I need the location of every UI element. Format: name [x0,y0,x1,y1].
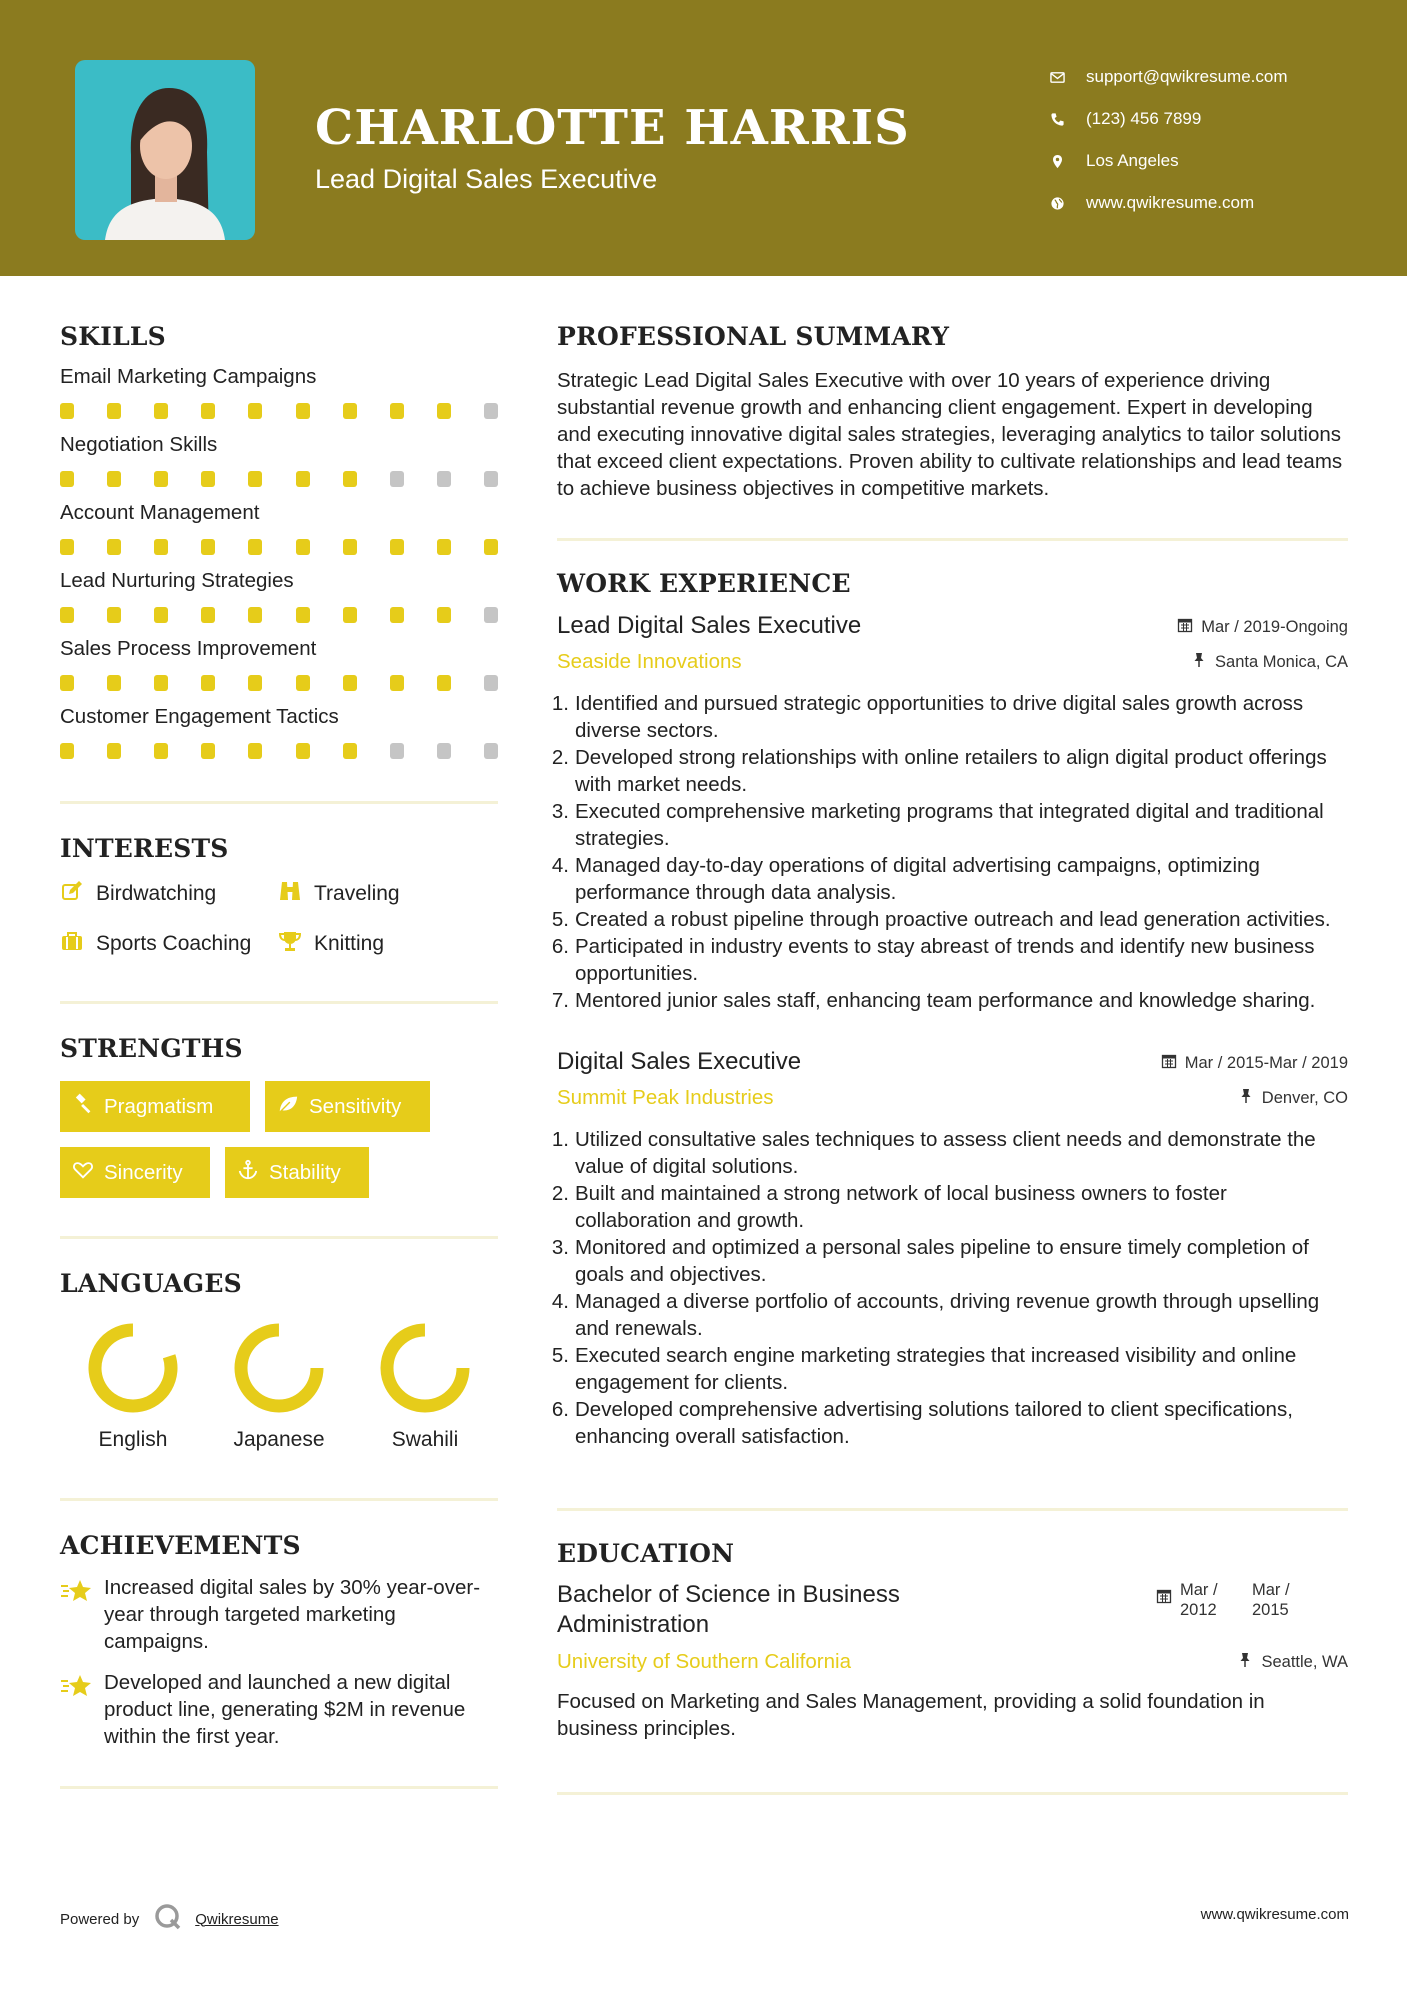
job-header [557,612,1348,640]
rating-dot-filled [107,675,121,691]
contact-email-text: support@qwikresume.com [1086,67,1288,86]
skill-item [60,433,498,487]
education-sub [557,1650,1348,1674]
bullet-text: Developed comprehensive advertising solutions tailored to client specifications, enhancing overall satisfaction. [575,1398,1293,1448]
language-name: Swahili [391,1428,459,1451]
map-pin-icon [1050,154,1086,169]
job-bullets [551,690,1348,1014]
strength-chip [265,1081,430,1132]
anchor-icon [237,1159,269,1187]
education-header [557,1580,1348,1640]
language-level-arc [241,1330,317,1406]
skill-item [60,569,498,623]
strengths-section [60,1004,498,1198]
pushpin-icon [1238,1088,1262,1109]
rating-dot-filled [296,403,310,419]
section-divider [557,1792,1348,1795]
rating-dot-filled [437,403,451,419]
shooting-star-icon [60,1669,104,1750]
language-level-arc [387,1330,463,1406]
contact-email[interactable] [1050,56,1380,98]
job-location [1191,652,1348,673]
job-header [557,1048,1348,1076]
job-bullet [551,1180,1348,1234]
rating-dot-filled [248,403,262,419]
skill-rating [60,539,498,555]
calendar-icon [1156,1580,1180,1609]
skill-item [60,637,498,691]
bullet-number: 4. [551,854,569,877]
bullet-number: 5. [551,908,569,931]
job-bullet [551,1288,1348,1342]
interest-label: Knitting [314,932,385,955]
briefcase-icon [60,929,96,959]
candidate-role: Lead Digital Sales Executive [315,164,658,194]
education-location-text: Seattle, WA [1261,1652,1348,1671]
right-column [551,276,1348,1795]
bullet-text: Executed comprehensive marketing programs that integrated digital and traditional strategies. [575,800,1324,850]
bullet-number: 4. [551,1290,569,1313]
education-end: Mar / 2015 [1252,1581,1290,1619]
language-item [352,1320,498,1452]
candidate-name: CHARLOTTE HARRIS [315,100,910,156]
job-subheader [557,1086,1348,1110]
skill-rating [60,743,498,759]
rating-dot-filled [343,607,357,623]
bullet-number: 1. [551,692,569,715]
strengths-title: STRENGTHS [60,1034,243,1063]
bullet-text: Utilized consultative sales techniques to assess client needs and demonstrate the value of digital solutions. [575,1128,1316,1178]
rating-dot-filled [201,471,215,487]
skill-rating [60,675,498,691]
bullet-number: 3. [551,800,569,823]
achievement-text: Developed and launched a new digital product line, generating $2M in revenue within the first year. [104,1671,466,1748]
education-location [1237,1652,1348,1673]
achievement-text: Increased digital sales by 30% year-over-year through targeted marketing campaigns. [104,1576,481,1653]
rating-dot-filled [343,743,357,759]
job-bullet [551,744,1348,798]
interests-grid [60,879,498,959]
bullet-number: 6. [551,1398,569,1421]
language-item [60,1320,206,1452]
rating-dot-filled [154,471,168,487]
rating-dot-filled [390,607,404,623]
achievements-section [60,1501,498,1750]
language-ring [85,1320,181,1416]
rating-dot-filled [248,675,262,691]
education-title: EDUCATION [557,1539,735,1568]
language-ring [377,1320,473,1416]
interests-title: INTERESTS [60,834,229,863]
envelope-icon [1050,70,1086,85]
rating-dot-filled [437,539,451,555]
rating-dot-filled [201,403,215,419]
rating-dot-filled [107,607,121,623]
job-bullet [551,1396,1348,1450]
summary-section [557,276,1348,502]
strength-label: Stability [269,1160,341,1184]
bullet-number: 2. [551,746,569,769]
footer-url[interactable]: www.qwikresume.com [1200,1906,1349,1923]
bullet-text: Managed day-to-day operations of digital advertising campaigns, optimizing performance through data analysis. [575,854,1260,904]
contact-location-text: Los Angeles [1086,151,1179,170]
contact-phone[interactable] [1050,98,1380,140]
rating-dot-filled [154,403,168,419]
bullet-text: Developed strong relationships with online retailers to align digital product offerings with market needs. [575,746,1327,796]
globe-icon [1050,196,1086,211]
job-dates-text: Mar / 2015-Mar / 2019 [1184,1054,1348,1072]
pushpin-icon [1237,1652,1261,1673]
achievements-list [60,1574,498,1750]
rating-dot-filled [154,539,168,555]
bullet-number: 7. [551,989,569,1012]
job-bullet [551,690,1348,744]
bullet-number: 1. [551,1128,569,1151]
job-bullet [551,1342,1348,1396]
job-subheader [557,650,1348,674]
summary-title: PROFESSIONAL SUMMARY [557,322,950,351]
job-title: Digital Sales Executive [557,1048,802,1075]
bullet-text: Executed search engine marketing strategies that increased visibility and online engagement for clients. [575,1344,1297,1394]
qwikresume-logo-icon [139,1902,195,1936]
bullet-number: 5. [551,1344,569,1367]
skill-item [60,365,498,419]
company-name: Summit Peak Industries [557,1086,774,1109]
profile-photo [75,60,255,240]
bullet-text: Monitored and optimized a personal sales pipeline to ensure timely completion of goals and objectives. [575,1236,1309,1286]
left-column [60,276,498,1789]
education-description: Focused on Marketing and Sales Management, providing a solid foundation in business principles. [557,1690,1265,1740]
language-level-arc [95,1330,171,1406]
contact-phone-text: (123) 456 7899 [1086,109,1202,128]
rating-dot-filled [60,743,74,759]
interest-label: Traveling [314,882,400,905]
rating-dot-filled [484,539,498,555]
education-start: Mar / 2012 [1180,1581,1218,1619]
experience-section [551,541,1348,1450]
pushpin-icon [1191,652,1215,673]
skill-name: Sales Process Improvement [60,637,317,660]
job-bullet [551,1234,1348,1288]
job-location-text: Denver, CO [1261,1088,1348,1107]
binoculars-icon [278,879,314,909]
pencil-square-icon [60,879,96,909]
rating-dot-filled [154,675,168,691]
experience-title: WORK EXPERIENCE [557,569,851,598]
rating-dot-empty [484,471,498,487]
footer-powered [60,1902,279,1936]
education-section [557,1511,1348,1742]
job-dates [1177,617,1348,638]
rating-dot-filled [201,607,215,623]
calendar-icon [1177,617,1201,638]
contact-location [1050,140,1380,182]
rating-dot-filled [154,607,168,623]
rating-dot-filled [60,403,74,419]
rating-dot-empty [390,471,404,487]
brand-link[interactable]: Qwikresume [195,1910,279,1928]
rating-dot-filled [343,403,357,419]
rating-dot-filled [107,471,121,487]
rating-dot-filled [437,607,451,623]
interest-item [278,929,498,959]
job-bullet [551,906,1348,933]
skill-name: Email Marketing Campaigns [60,365,317,388]
job-bullet [551,1126,1348,1180]
language-item [206,1320,352,1452]
bullet-text: Created a robust pipeline through proactive outreach and lead generation activities. [575,908,1331,931]
bullet-text: Identified and pursued strategic opportunities to drive digital sales growth across diverse sectors. [575,692,1304,742]
job-bullet [551,798,1348,852]
rating-dot-empty [484,607,498,623]
rating-dot-filled [248,607,262,623]
skill-rating [60,403,498,419]
bullet-text: Managed a diverse portfolio of accounts, driving revenue growth through upselling and renewals. [575,1290,1320,1340]
rating-dot-filled [296,471,310,487]
education-dates [1156,1580,1312,1640]
skills-section [60,276,498,759]
rating-dot-filled [390,403,404,419]
strength-chip [60,1147,210,1198]
school-name: University of Southern California [557,1650,851,1673]
jobs-list [551,612,1348,1450]
strength-label: Sincerity [104,1160,183,1184]
rating-dot-filled [201,539,215,555]
rating-dot-filled [60,539,74,555]
rating-dot-filled [60,471,74,487]
skills-title: SKILLS [60,322,166,351]
job-bullet [551,987,1348,1014]
rating-dot-filled [390,675,404,691]
rating-dot-filled [154,743,168,759]
gavel-icon [72,1093,104,1121]
bullet-text: Built and maintained a strong network of local business owners to foster collaboration and growth. [575,1182,1227,1232]
interest-item [278,879,498,909]
powered-by-text: Powered by [60,1910,140,1928]
rating-dot-filled [60,607,74,623]
contact-website-text: www.qwikresume.com [1086,193,1255,212]
summary-text: Strategic Lead Digital Sales Executive with over 10 years of experience driving substantial revenue growth and enhancing client engagement. Expert in developing and executing innovative digital sales strategies, leveraging analytics to tailor solutions that exceed client expectations. Proven ability to cultivate relationships and lead teams to achieve business objectives in competitive markets. [557,369,1343,500]
rating-dot-filled [343,675,357,691]
job-bullets [551,1126,1348,1450]
job-location [1238,1088,1348,1109]
company-name: Seaside Innovations [557,650,742,673]
bullet-number: 6. [551,935,569,958]
languages-section [60,1239,498,1452]
language-name: English [98,1428,168,1451]
rating-dot-empty [484,403,498,419]
skill-item [60,501,498,555]
skills-list [60,365,498,759]
languages-list [60,1320,498,1452]
achievement-item [60,1574,498,1655]
rating-dot-empty [437,743,451,759]
rating-dot-filled [60,675,74,691]
strength-chip [60,1081,250,1132]
job-dates [1161,1053,1348,1074]
skill-item [60,705,498,759]
bullet-number: 2. [551,1182,569,1205]
rating-dot-empty [484,743,498,759]
rating-dot-filled [390,539,404,555]
skill-name: Lead Nurturing Strategies [60,569,294,592]
skill-rating [60,607,498,623]
bullet-text: Mentored junior sales staff, enhancing team performance and knowledge sharing. [575,989,1316,1012]
bullet-text: Participated in industry events to stay abreast of trends and identify new business opportunities. [575,935,1315,985]
contact-website[interactable] [1050,182,1380,224]
rating-dot-filled [107,743,121,759]
rating-dot-filled [296,743,310,759]
rating-dot-filled [201,743,215,759]
job-entry [551,1048,1348,1450]
rating-dot-filled [343,471,357,487]
bullet-number: 3. [551,1236,569,1259]
shooting-star-icon [60,1574,104,1655]
rating-dot-filled [248,539,262,555]
resume-header [0,0,1407,276]
heart-icon [72,1159,104,1187]
job-location-text: Santa Monica, CA [1215,652,1348,671]
strength-label: Pragmatism [104,1094,214,1118]
rating-dot-filled [107,539,121,555]
rating-dot-filled [248,471,262,487]
achievements-title: ACHIEVEMENTS [60,1531,301,1560]
rating-dot-filled [107,403,121,419]
rating-dot-filled [437,675,451,691]
rating-dot-filled [296,607,310,623]
interest-item [60,929,278,959]
section-divider [60,1786,498,1789]
strengths-list [60,1081,498,1198]
job-title: Lead Digital Sales Executive [557,612,862,639]
strength-label: Sensitivity [309,1094,402,1118]
interest-label: Birdwatching [96,882,217,905]
phone-icon [1050,112,1086,127]
skill-name: Account Management [60,501,260,524]
rating-dot-filled [201,675,215,691]
rating-dot-empty [437,471,451,487]
calendar-icon [1161,1053,1185,1074]
trophy-icon [278,929,314,959]
rating-dot-filled [296,539,310,555]
rating-dot-filled [343,539,357,555]
interest-label: Sports Coaching [96,932,252,955]
interest-item [60,879,278,909]
interests-section [60,804,498,959]
skill-rating [60,471,498,487]
rating-dot-filled [296,675,310,691]
rating-dot-empty [484,675,498,691]
leaf-icon [277,1093,309,1121]
language-ring [231,1320,327,1416]
contact-list [1050,56,1380,224]
language-name: Japanese [233,1428,325,1451]
skill-name: Customer Engagement Tactics [60,705,339,728]
skill-name: Negotiation Skills [60,433,218,456]
job-dates-text: Mar / 2019-Ongoing [1201,618,1348,636]
degree-title: Bachelor of Science in Business Administration [557,1581,900,1638]
strength-chip [225,1147,369,1198]
job-entry [551,612,1348,1014]
job-bullet [551,933,1348,987]
rating-dot-filled [248,743,262,759]
languages-title: LANGUAGES [60,1269,242,1298]
rating-dot-empty [390,743,404,759]
job-bullet [551,852,1348,906]
achievement-item [60,1669,498,1750]
